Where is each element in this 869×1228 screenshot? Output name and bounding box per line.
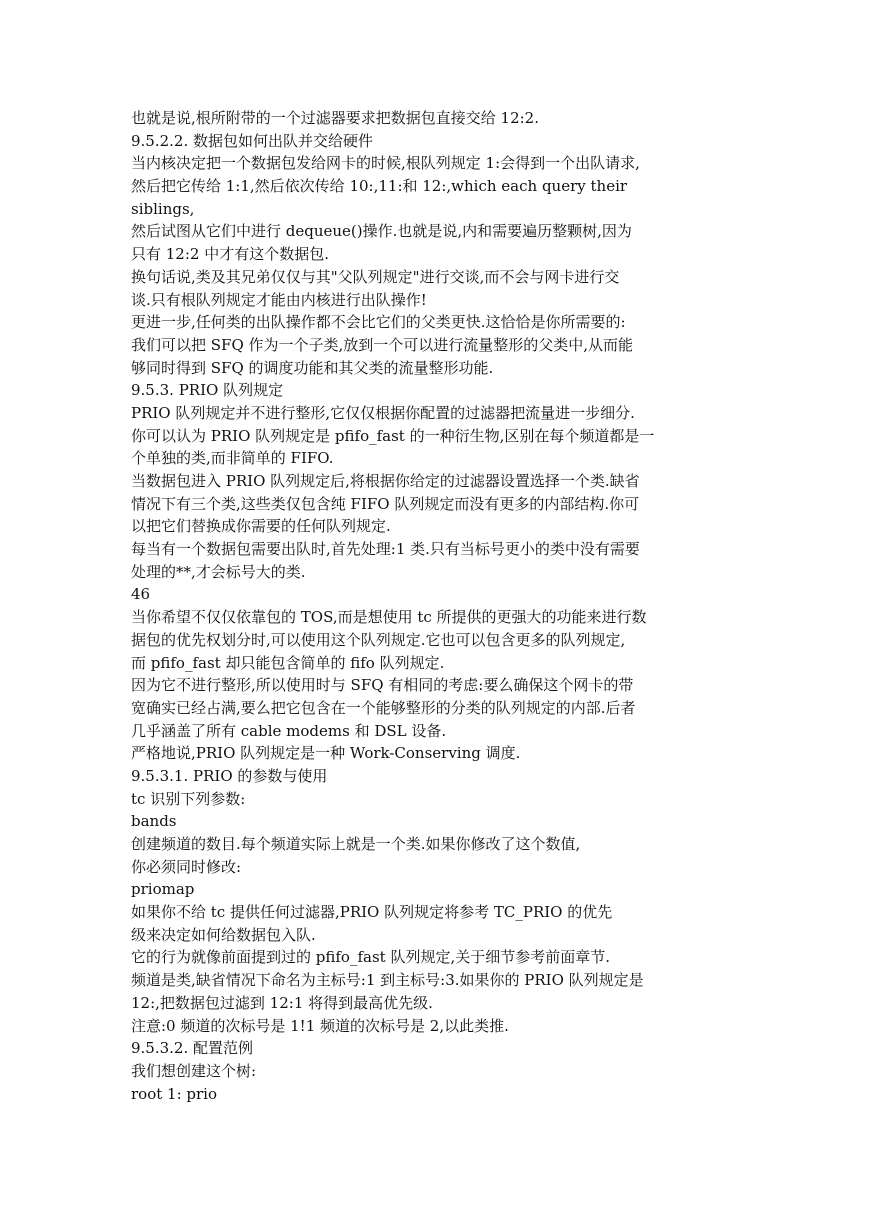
text-line: 每当有一个数据包需要出队时,首先处理:1 类.只有当标号更小的类中没有需要 (131, 540, 640, 559)
text-line: 情况下有三个类,这些类仅包含纯 FIFO 队列规定而没有更多的内部结构.你可 (131, 494, 640, 513)
text-line: 注意:0 频道的次标号是 1!1 频道的次标号是 2,以此类推. (131, 1016, 509, 1035)
text-line: PRIO 队列规定并不进行整形,它仅仅根据你配置的过滤器把流量进一步细分. (131, 403, 635, 422)
text-line: 据包的优先权划分时,可以使用这个队列规定.它也可以包含更多的队列规定, (131, 630, 626, 649)
text-line: 换句话说,类及其兄弟仅仅与其"父队列规定"进行交谈,而不会与网卡进行交 (131, 267, 620, 286)
text-line: 当内核决定把一个数据包发给网卡的时候,根队列规定 1:会得到一个出队请求, (131, 154, 640, 173)
section-heading: 9.5.2.2. 数据包如何出队并交给硬件 (131, 131, 374, 150)
text-line: siblings, (131, 199, 195, 218)
text-line: 级来决定如何给数据包入队. (131, 925, 316, 944)
text-line: 也就是说,根所附带的一个过滤器要求把数据包直接交给 12:2. (131, 109, 539, 127)
section-heading: 9.5.3.1. PRIO 的参数与使用 (131, 766, 328, 785)
text-line: 处理的**,才会标号大的类. (131, 562, 306, 581)
text-line: 12:,把数据包过滤到 12:1 将得到最高优先级. (131, 993, 433, 1012)
document-body (131, 107, 741, 1105)
text-line: 当你希望不仅仅依靠包的 TOS,而是想使用 tc 所提供的更强大的功能来进行数 (131, 608, 647, 627)
text-line: 严格地说,PRIO 队列规定是一种 Work-Conserving 调度. (131, 744, 521, 763)
text-line: 更进一步,任何类的出队操作都不会比它们的父类更快.这恰恰是你所需要的: (131, 313, 626, 332)
text-line: 因为它不进行整形,所以使用时与 SFQ 有相同的考虑:要么确保这个网卡的带 (131, 676, 634, 695)
text-line: 如果你不给 tc 提供任何过滤器,PRIO 队列规定将参考 TC_PRIO 的优先 (131, 903, 613, 922)
text-line: 以把它们替换成你需要的任何队列规定. (131, 517, 391, 536)
text-line: 它的行为就像前面提到过的 pfifo_fast 队列规定,关于细节参考前面章节. (131, 948, 610, 967)
text-line: 创建频道的数目.每个频道实际上就是一个类.如果你修改了这个数值, (131, 835, 581, 853)
text-line: 个单独的类,而非简单的 FIFO. (131, 449, 334, 468)
text-line: 你可以认为 PRIO 队列规定是 pfifo_fast 的一种衍生物,区别在每个频道都是一 (131, 426, 655, 445)
text-line: 只有 12:2 中才有这个数据包. (131, 245, 329, 264)
text-line: 然后试图从它们中进行 dequeue()操作.也就是说,内和需要遍历整颗树,因为 (131, 222, 632, 241)
section-heading: 9.5.3. PRIO 队列规定 (131, 381, 284, 400)
text-line: 频道是类,缺省情况下命名为主标号:1 到主标号:3.如果你的 PRIO 队列规定是 (131, 971, 644, 990)
parameter-name: priomap (131, 880, 195, 899)
parameter-name: bands (131, 812, 177, 831)
text-line: 够同时得到 SFQ 的调度功能和其父类的流量整形功能. (131, 358, 494, 377)
text-line: 而 pfifo_fast 却只能包含简单的 fifo 队列规定. (131, 653, 445, 672)
code-line: root 1: prio (131, 1084, 217, 1103)
text-line: 我们想创建这个树: (131, 1061, 257, 1080)
text-line: 然后把它传给 1:1,然后依次传给 10:,11:和 12:,which each query their (131, 177, 628, 196)
text-line: 你必须同时修改: (131, 857, 242, 876)
text-line: 当数据包进入 PRIO 队列规定后,将根据你给定的过滤器设置选择一个类.缺省 (131, 472, 640, 490)
page-number: 46 (131, 585, 151, 604)
text-line: 几乎涵盖了所有 cable modems 和 DSL 设备. (131, 721, 447, 740)
text-line: 我们可以把 SFQ 作为一个子类,放到一个可以进行流量整形的父类中,从而能 (131, 335, 634, 354)
section-heading: 9.5.3.2. 配置范例 (131, 1039, 254, 1058)
text-line: 宽确实已经占满,要么把它包含在一个能够整形的分类的队列规定的内部.后者 (131, 698, 636, 717)
text-line: tc 识别下列参数: (131, 789, 246, 808)
text-line: 谈.只有根队列规定才能由内核进行出队操作! (131, 290, 427, 309)
